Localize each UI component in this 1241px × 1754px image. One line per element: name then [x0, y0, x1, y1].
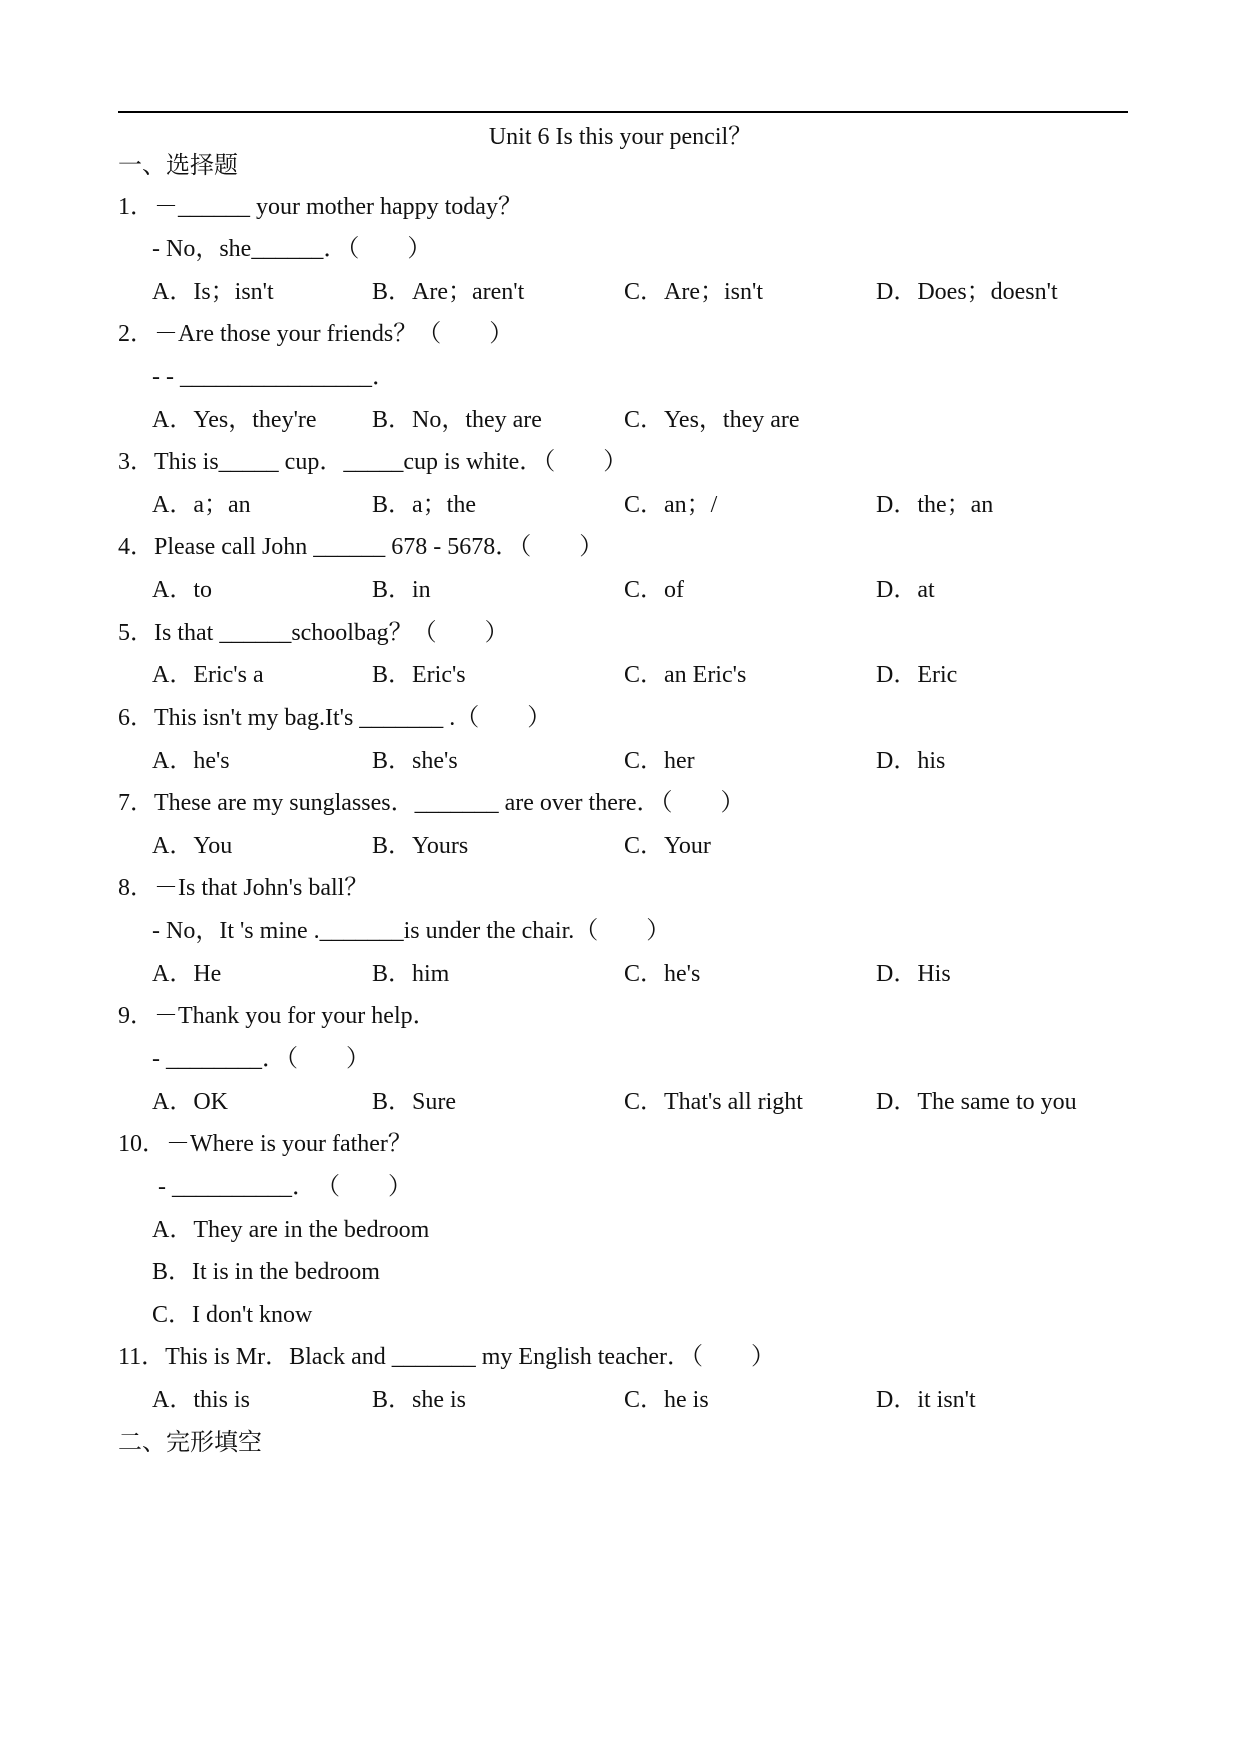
option-b[interactable]: B．No，they are — [372, 407, 542, 433]
option-d[interactable]: D．Does；doesn't — [876, 279, 1058, 305]
option-c[interactable]: C．an Eric's — [624, 662, 747, 688]
option-d[interactable]: D．His — [876, 961, 951, 987]
option-d[interactable]: D．it isn't — [876, 1387, 976, 1413]
question-5-options — [152, 656, 1112, 694]
option-c[interactable]: C．he is — [624, 1387, 709, 1413]
header-rule — [118, 111, 1128, 113]
option-d[interactable]: D．at — [876, 577, 935, 603]
question-8: 8．－Is that John's ball？ — [118, 875, 369, 901]
question-4: 4．Please call John ______ 678 - 5678．（ ） — [118, 534, 604, 560]
question-2-options — [152, 401, 1112, 439]
question-2: 2．－Are those your friends？（ ） — [118, 321, 514, 347]
option-a[interactable]: A．OK — [152, 1089, 228, 1115]
option-d[interactable]: D．The same to you — [876, 1089, 1077, 1115]
option-b[interactable]: B．Yours — [372, 833, 469, 859]
section-heading-multiple-choice: 一、选择题 — [118, 151, 238, 179]
question-10-option-a[interactable]: A．They are in the bedroom — [152, 1217, 430, 1243]
option-a[interactable]: A．this is — [152, 1387, 251, 1413]
option-b[interactable]: B．she is — [372, 1387, 467, 1413]
option-a[interactable]: A．to — [152, 577, 212, 603]
question-3-options — [152, 486, 1112, 524]
question-10: 10．－Where is your father？ — [118, 1131, 412, 1157]
option-b[interactable]: B．Sure — [372, 1089, 456, 1115]
question-10-option-b[interactable]: B．It is in the bedroom — [152, 1259, 380, 1285]
question-10-response: - __________． （ ） — [152, 1174, 412, 1200]
option-b[interactable]: B．she's — [372, 748, 458, 774]
option-b[interactable]: B．him — [372, 961, 450, 987]
option-c[interactable]: C．of — [624, 577, 684, 603]
question-6: 6．This isn't my bag.It's _______ .（ ） — [118, 705, 552, 731]
option-c[interactable]: C．Your — [624, 833, 711, 859]
question-10-option-c[interactable]: C．I don't know — [152, 1302, 313, 1328]
question-8-options — [152, 955, 1112, 993]
option-c[interactable]: C．That's all right — [624, 1089, 803, 1115]
option-d[interactable]: D．Eric — [876, 662, 958, 688]
question-11: 11．This is Mr．Black and _______ my English teacher．（ ） — [118, 1344, 776, 1370]
option-b[interactable]: B．Eric's — [372, 662, 466, 688]
question-7: 7．These are my sunglasses．_______ are over there．（ ） — [118, 790, 745, 816]
question-7-options — [152, 827, 1112, 865]
question-1: 1．－______ your mother happy today？ — [118, 194, 522, 220]
page-title: Unit 6 Is this your pencil？ — [488, 124, 753, 150]
option-c[interactable]: C．Yes，they are — [624, 407, 800, 433]
question-8-response: - No，It 's mine ._______is under the chair.（ ） — [152, 918, 671, 944]
question-9: 9．－Thank you for your help． — [118, 1003, 437, 1029]
question-1-response: - No，she______．（ ） — [152, 236, 432, 262]
option-d[interactable]: D．the；an — [876, 492, 994, 518]
question-9-options — [152, 1083, 1112, 1121]
question-4-options — [152, 571, 1112, 609]
question-11-options — [152, 1381, 1112, 1419]
option-d[interactable]: D．his — [876, 748, 946, 774]
question-1-options — [152, 273, 1112, 311]
question-2-response: - - ________________． — [152, 364, 396, 390]
option-c[interactable]: C．an；/ — [624, 492, 718, 518]
option-c[interactable]: C．her — [624, 748, 695, 774]
question-9-response: - ________．（ ） — [152, 1046, 370, 1072]
question-3: 3．This is_____ cup．_____cup is white．（ ） — [118, 449, 628, 475]
option-c[interactable]: C．he's — [624, 961, 701, 987]
option-a[interactable]: A．Yes，they're — [152, 407, 317, 433]
option-a[interactable]: A．You — [152, 833, 233, 859]
section-heading-cloze: 二、完形填空 — [118, 1428, 262, 1456]
option-a[interactable]: A．He — [152, 961, 222, 987]
option-a[interactable]: A．Is；isn't — [152, 279, 274, 305]
question-6-options — [152, 742, 1112, 780]
option-a[interactable]: A．a；an — [152, 492, 251, 518]
option-b[interactable]: B．a；the — [372, 492, 476, 518]
option-a[interactable]: A．Eric's a — [152, 662, 264, 688]
option-a[interactable]: A．he's — [152, 748, 230, 774]
option-b[interactable]: B．in — [372, 577, 431, 603]
option-c[interactable]: C．Are；isn't — [624, 279, 763, 305]
option-b[interactable]: B．Are；aren't — [372, 279, 525, 305]
question-5: 5．Is that ______schoolbag？（ ） — [118, 620, 509, 646]
